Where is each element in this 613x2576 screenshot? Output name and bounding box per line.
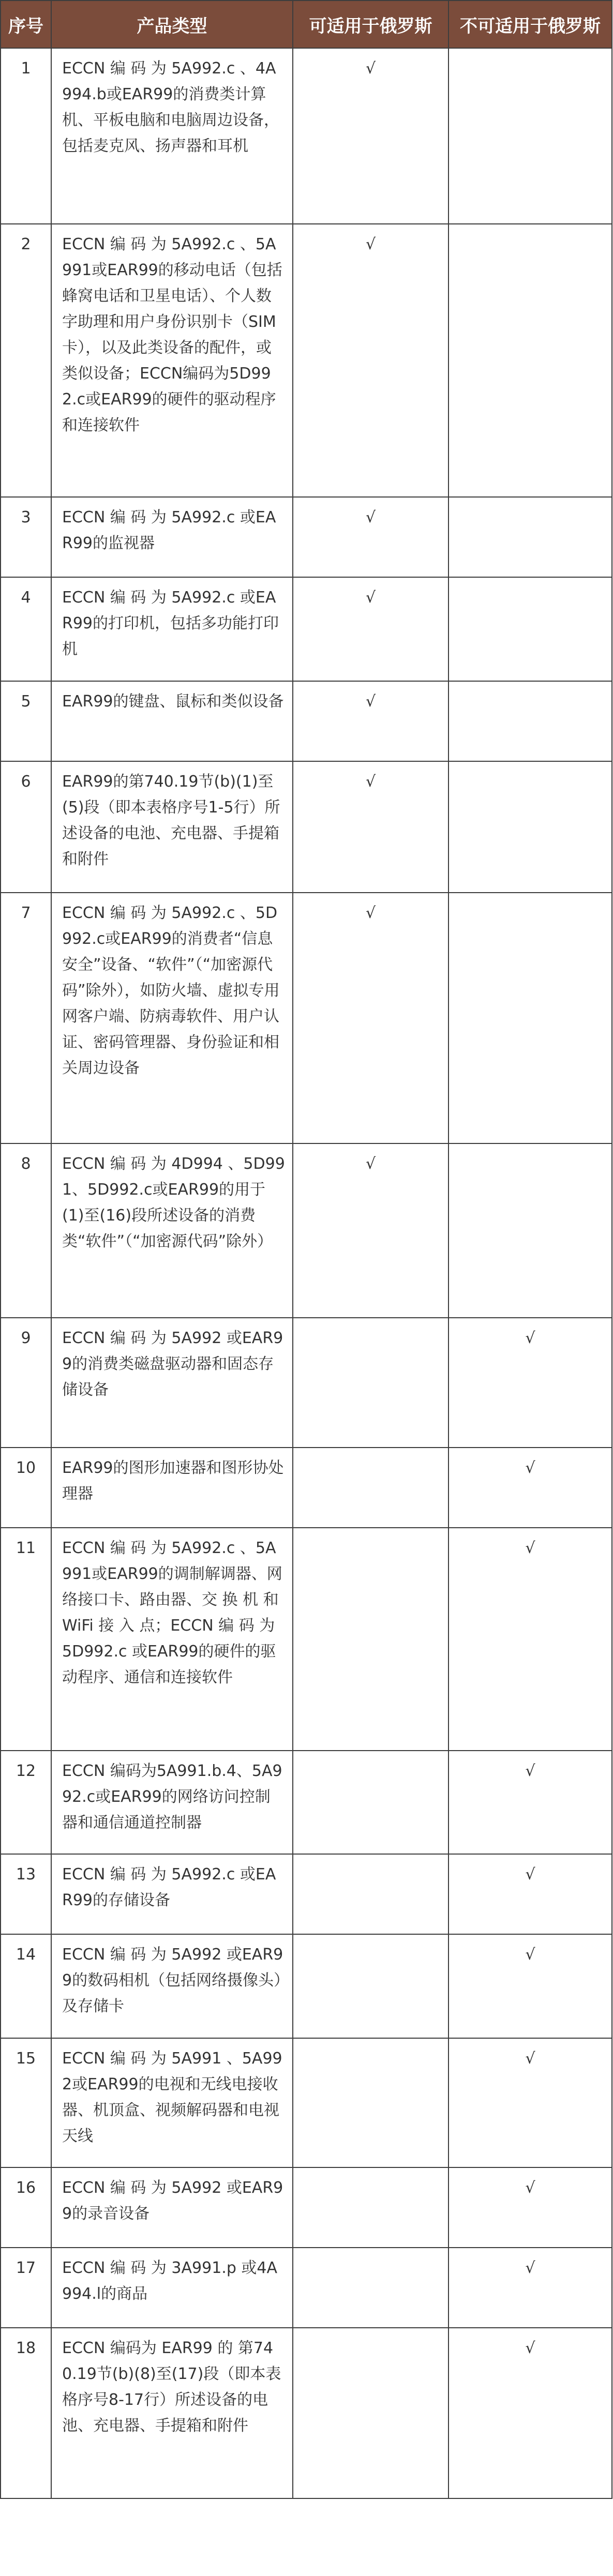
table-row bbox=[1, 2248, 612, 2328]
not-applicable-check bbox=[448, 681, 612, 761]
row-number: 6 bbox=[1, 761, 51, 893]
product-type-cell: ECCN 编 码 为 3A991.p 或4A994.l的商品 bbox=[51, 2248, 293, 2328]
row-number: 15 bbox=[1, 2038, 51, 2167]
row-number: 5 bbox=[1, 681, 51, 761]
applicable-check bbox=[293, 1528, 448, 1751]
not-applicable-check: √ bbox=[448, 2038, 612, 2167]
applicable-check bbox=[293, 1448, 448, 1528]
applicable-check bbox=[293, 2038, 448, 2167]
table-row bbox=[1, 681, 612, 761]
product-type-cell: ECCN 编 码 为 5A992.c 、5A991或EAR99的调制解调器、网络接口卡、路由器、交 换 机 和 WiFi 接 入 点；ECCN 编 码 为 5D992.c 或EAR99的硬件的驱动程序、通信和连接软件 bbox=[51, 1528, 293, 1751]
row-number: 1 bbox=[1, 48, 51, 224]
table-row bbox=[1, 761, 612, 893]
row-number: 10 bbox=[1, 1448, 51, 1528]
header-num: 序号 bbox=[1, 1, 51, 48]
not-applicable-check bbox=[448, 497, 612, 577]
row-number: 3 bbox=[1, 497, 51, 577]
not-applicable-check bbox=[448, 48, 612, 224]
table-row bbox=[1, 48, 612, 224]
product-type-cell: EAR99的第740.19节(b)(1)至(5)段（即本表格序号1-5行）所述设备的电池、充电器、手提箱和附件 bbox=[51, 761, 293, 893]
product-type-cell: EAR99的图形加速器和图形协处理器 bbox=[51, 1448, 293, 1528]
not-applicable-check: √ bbox=[448, 1934, 612, 2038]
not-applicable-check bbox=[448, 224, 612, 497]
applicable-check: √ bbox=[293, 1143, 448, 1318]
not-applicable-check: √ bbox=[448, 2248, 612, 2328]
table-row bbox=[1, 577, 612, 681]
not-applicable-check: √ bbox=[448, 2167, 612, 2248]
header-not-applicable-russia: 不可适用于俄罗斯 bbox=[448, 1, 612, 48]
product-type-cell: ECCN 编 码 为 5A992.c 、5D992.c或EAR99的消费者“信息安全”设备、“软件”（“加密源代码”除外），如防火墙、虚拟专用网客户端、防病毒软件、用户认证、密码管理器、身份验证和相关周边设备 bbox=[51, 893, 293, 1143]
table-row bbox=[1, 2167, 612, 2248]
row-number: 13 bbox=[1, 1854, 51, 1934]
table-row bbox=[1, 1854, 612, 1934]
row-number: 8 bbox=[1, 1143, 51, 1318]
table-row bbox=[1, 2328, 612, 2498]
applicable-check bbox=[293, 1318, 448, 1448]
not-applicable-check: √ bbox=[448, 1318, 612, 1448]
product-type-cell: ECCN 编 码 为 5A992 或EAR99的数码相机（包括网络摄像头）及存储卡 bbox=[51, 1934, 293, 2038]
applicable-check bbox=[293, 1854, 448, 1934]
applicable-check: √ bbox=[293, 681, 448, 761]
not-applicable-check: √ bbox=[448, 2328, 612, 2498]
applicable-check: √ bbox=[293, 761, 448, 893]
not-applicable-check: √ bbox=[448, 1854, 612, 1934]
product-type-cell: ECCN 编码为5A991.b.4、5A992.c或EAR99的网络访问控制器和通信通道控制器 bbox=[51, 1751, 293, 1854]
not-applicable-check bbox=[448, 761, 612, 893]
row-number: 4 bbox=[1, 577, 51, 681]
table-row bbox=[1, 1448, 612, 1528]
row-number: 11 bbox=[1, 1528, 51, 1751]
row-number: 17 bbox=[1, 2248, 51, 2328]
table-header-row bbox=[1, 1, 612, 48]
table-row bbox=[1, 1751, 612, 1854]
applicable-check: √ bbox=[293, 224, 448, 497]
product-type-cell: ECCN 编 码 为 5A991 、5A992或EAR99的电视和无线电接收器、机顶盒、视频解码器和电视天线 bbox=[51, 2038, 293, 2167]
row-number: 14 bbox=[1, 1934, 51, 2038]
product-type-cell: EAR99的键盘、鼠标和类似设备 bbox=[51, 681, 293, 761]
product-type-cell: ECCN 编 码 为 5A992 或EAR99的录音设备 bbox=[51, 2167, 293, 2248]
row-number: 16 bbox=[1, 2167, 51, 2248]
applicable-check bbox=[293, 2167, 448, 2248]
applicable-check bbox=[293, 1934, 448, 2038]
not-applicable-check bbox=[448, 893, 612, 1143]
applicable-check bbox=[293, 1751, 448, 1854]
applicable-check: √ bbox=[293, 497, 448, 577]
table-row bbox=[1, 1143, 612, 1318]
not-applicable-check: √ bbox=[448, 1448, 612, 1528]
product-type-cell: ECCN 编 码 为 5A992 或EAR99的消费类磁盘驱动器和固态存储设备 bbox=[51, 1318, 293, 1448]
product-type-cell: ECCN 编 码 为 5A992.c 或EAR99的存储设备 bbox=[51, 1854, 293, 1934]
header-product-type: 产品类型 bbox=[51, 1, 293, 48]
row-number: 2 bbox=[1, 224, 51, 497]
applicable-check bbox=[293, 2328, 448, 2498]
table-row bbox=[1, 2038, 612, 2167]
product-type-cell: ECCN 编 码 为 4D994 、5D991、5D992.c或EAR99的用于(1)至(16)段所述设备的消费类“软件”（“加密源代码”除外） bbox=[51, 1143, 293, 1318]
header-applicable-russia: 可适用于俄罗斯 bbox=[293, 1, 448, 48]
product-type-cell: ECCN 编 码 为 5A992.c 或EAR99的监视器 bbox=[51, 497, 293, 577]
table-row bbox=[1, 893, 612, 1143]
product-type-cell: ECCN 编码为 EAR99 的 第740.19节(b)(8)至(17)段（即本表格序号8-17行）所述设备的电池、充电器、手提箱和附件 bbox=[51, 2328, 293, 2498]
not-applicable-check bbox=[448, 1143, 612, 1318]
not-applicable-check bbox=[448, 577, 612, 681]
applicable-check: √ bbox=[293, 577, 448, 681]
product-type-cell: ECCN 编 码 为 5A992.c 、4A994.b或EAR99的消费类计算机、平板电脑和电脑周边设备，包括麦克风、扬声器和耳机 bbox=[51, 48, 293, 224]
applicable-check: √ bbox=[293, 48, 448, 224]
row-number: 12 bbox=[1, 1751, 51, 1854]
applicable-check bbox=[293, 2248, 448, 2328]
row-number: 7 bbox=[1, 893, 51, 1143]
not-applicable-check: √ bbox=[448, 1751, 612, 1854]
table-row bbox=[1, 224, 612, 497]
product-type-cell: ECCN 编 码 为 5A992.c 或EAR99的打印机，包括多功能打印机 bbox=[51, 577, 293, 681]
row-number: 18 bbox=[1, 2328, 51, 2498]
table-row bbox=[1, 1934, 612, 2038]
table-row bbox=[1, 1318, 612, 1448]
product-type-cell: ECCN 编 码 为 5A992.c 、5A991或EAR99的移动电话（包括蜂窝电话和卫星电话）、个人数字助理和用户身份识别卡（SIM卡），以及此类设备的配件，或类似设备；ECCN编码为5D992.c或EAR99的硬件的驱动程序和连接软件 bbox=[51, 224, 293, 497]
table-row bbox=[1, 1528, 612, 1751]
not-applicable-check: √ bbox=[448, 1528, 612, 1751]
table-row bbox=[1, 497, 612, 577]
applicable-check: √ bbox=[293, 893, 448, 1143]
row-number: 9 bbox=[1, 1318, 51, 1448]
